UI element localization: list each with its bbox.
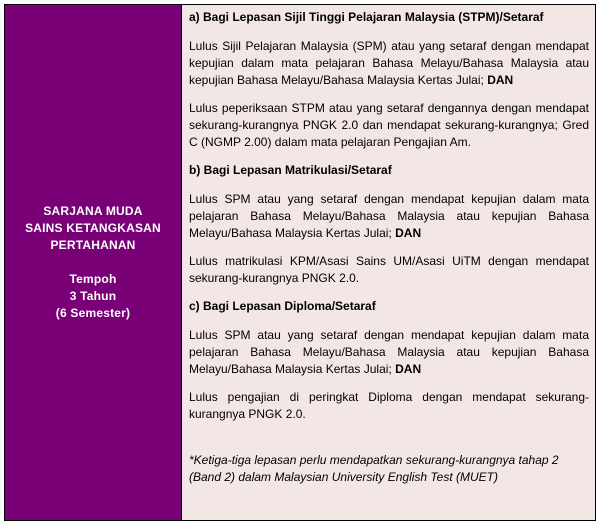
muet-note: *Ketiga-tiga lepasan perlu mendapatkan sekurang-kurangnya tahap 2 (Band 2) dalam Malaysian University English Test (MUET) xyxy=(189,453,559,484)
program-name-line-1: SARJANA MUDA xyxy=(43,204,143,218)
section-c-requirement-1 xyxy=(189,327,589,378)
section-b-requirement-1-text: Lulus SPM atau yang setaraf dengan mendapat kepujian dalam mata pelajaran Bahasa Melayu/Bahasa Malaysia atau kepujian Bahasa Melayu/Bahasa Malaysia Kertas Julai; xyxy=(189,192,589,240)
section-a-heading: a) Bagi Lepasan Sijil Tinggi Pelajaran Malaysia (STPM)/Setaraf xyxy=(189,10,544,24)
section-c-and-label: DAN xyxy=(395,362,422,376)
duration-years: 3 Tahun xyxy=(69,289,117,303)
requirements-table xyxy=(4,4,596,521)
section-b-requirement-1 xyxy=(189,191,589,242)
section-b-and-label: DAN xyxy=(395,226,422,240)
requirements-cell xyxy=(182,5,595,520)
section-a-requirement-2: Lulus peperiksaan STPM atau yang setaraf dengannya dengan mendapat sekurang-kurangnya PNGK 2.0 dan mendapat sekurang-kurangnya; Gred C (NGMP 2.00) dalam mata pelajaran Pengajian Am. xyxy=(189,101,589,149)
section-c-heading: c) Bagi Lepasan Diploma/Setaraf xyxy=(189,299,376,313)
duration-semesters: (6 Semester) xyxy=(55,306,131,320)
program-cell xyxy=(5,5,182,520)
section-a-requirement-1-text: Lulus Sijil Pelajaran Malaysia (SPM) atau yang setaraf dengan mendapat kepujian dalam mata pelajaran Bahasa Melayu/Bahasa Malaysia atau kepujian Bahasa Melayu/Bahasa Malaysia Kertas Julai; xyxy=(189,39,589,87)
section-c-requirement-1-text: Lulus SPM atau yang setaraf dengan mendapat kepujian dalam mata pelajaran Bahasa Melayu/Bahasa Malaysia atau kepujian Bahasa Melayu/Bahasa Malaysia Kertas Julai; xyxy=(189,328,589,376)
duration-label: Tempoh xyxy=(69,272,117,286)
program-info xyxy=(25,203,161,322)
section-c-requirement-2: Lulus pengajian di peringkat Diploma dengan mendapat sekurang-kurangnya PNGK 2.0. xyxy=(189,390,589,421)
section-b-heading: b) Bagi Lepasan Matrikulasi/Setaraf xyxy=(189,163,392,177)
section-b-requirement-2: Lulus matrikulasi KPM/Asasi Sains UM/Asasi UiTM dengan mendapat sekurang-kurangnya PNGK 2.0. xyxy=(189,254,589,285)
section-a-and-label: DAN xyxy=(487,73,514,87)
program-name-line-3: PERTAHANAN xyxy=(50,238,136,252)
section-a-requirement-1 xyxy=(189,38,589,89)
program-name-line-2: SAINS KETANGKASAN xyxy=(25,221,161,235)
